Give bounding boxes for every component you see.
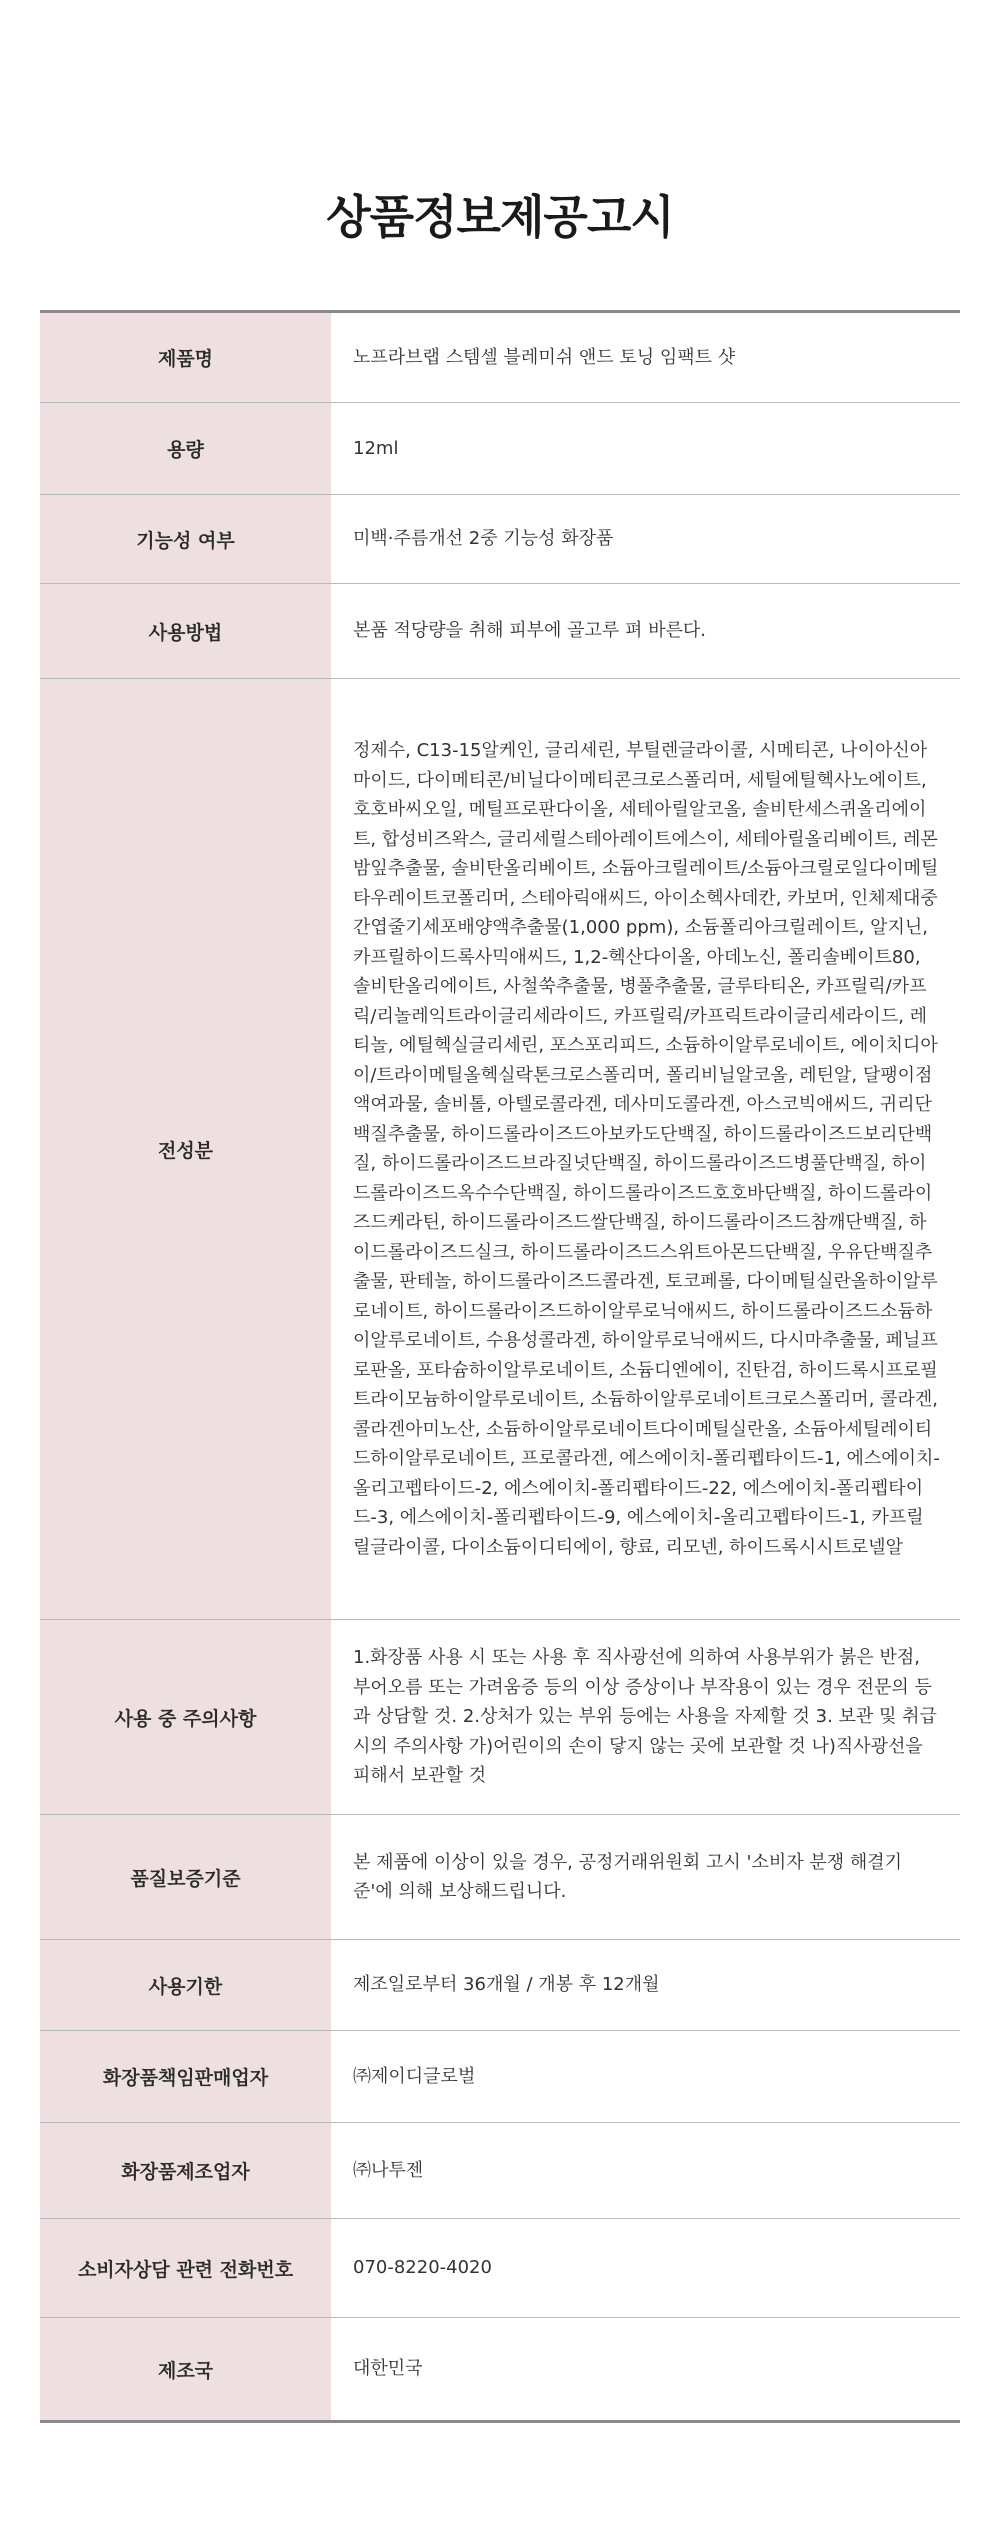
row-value: 제조일로부터 36개월 / 개봉 후 12개월	[353, 1974, 660, 1996]
row-ingredients	[40, 679, 960, 1620]
page-title: 상품정보제공고시	[326, 190, 674, 244]
row-label: 제조국	[40, 2318, 331, 2422]
row-country	[40, 2318, 960, 2422]
row-distributor	[40, 2031, 960, 2123]
row-functional	[40, 495, 960, 584]
row-value: 미백·주름개선 2중 기능성 화장품	[353, 528, 614, 550]
row-usage	[40, 584, 960, 679]
row-value: 12ml	[353, 437, 399, 459]
row-value: 정제수, C13-15알케인, 글리세린, 부틸렌글라이콜, 시메티콘, 나이아신아마이드, 다이메티콘/비닐다이메티콘크로스폴리머, 세틸에틸헥사노에이트, 호호바씨오일, 메틸프로판다이올, 세테아릴알코올, 솔비탄세스퀴올리에이트, 합성비즈왁스, 글리세릴스테아레이트에스이, 세테아릴올리베이트, 레몬밤잎추출물, 솔비탄올리베이트, 소듐아크릴레이트/소듐아크릴로일다이메틸타우레이트코폴리머, 스테아릭애씨드, 아이소헥사데칸, 카보머, 인체제대중간엽줄기세포배양액추출물(1,000 ppm), 소듐폴리아크릴레이트, 알지닌, 카프릴하이드록사믹애씨드, 1,2-헥산다이올, 아데노신, 폴리솔베이트80, 솔비탄올리에이트, 사철쑥추출물, 병풀추출물, 글루타티온, 카프릴릭/카프릭/리놀레익트라이글리세라이드, 카프릴릭/카프릭트라이글리세라이드, 레티놀, 에틸헥실글리세린, 포스포리피드, 소듐하이알루로네이트, 에이치디아이/트라이메틸올헥실락톤크로스폴리머, 폴리비닐알코올, 레틴알, 달팽이점액여과물, 솔비톨, 아텔로콜라겐, 데사미도콜라겐, 아스코빅애씨드, 귀리단백질추출물, 하이드롤라이즈드아보카도단백질, 하이드롤라이즈드보리단백질, 하이드롤라이즈드브라질넛단백질, 하이드롤라이즈드병풀단백질, 하이드롤라이즈드옥수수단백질, 하이드롤라이즈드호호바단백질, 하이드롤라이즈드케라틴, 하이드롤라이즈드쌀단백질, 하이드롤라이즈드참깨단백질, 하이드롤라이즈드실크, 하이드롤라이즈드스위트아몬드단백질, 우유단백질추출물, 판테놀, 하이드롤라이즈드콜라겐, 토코페롤, 다이메틸실란올하이알루로네이트, 하이드롤라이즈드하이알루로닉애씨드, 하이드롤라이즈드소듐하이알루로네이트, 수용성콜라겐, 하이알루로닉애씨드, 다시마추출물, 페닐프로판올, 포타슘하이알루로네이트, 소듐디엔에이, 진탄검, 하이드록시프로필트라이모늄하이알루로네이트, 소듐하이알루로네이트크로스폴리머, 콜라겐, 콜라겐아미노산, 소듐하이알루로네이트다이메틸실란올, 소듐아세틸레이티드하이알루로네이트, 프로콜라겐, 에스에이치-폴리펩타이드-1, 에스에이치-올리고펩타이드-2, 에스에이치-폴리펩타이드-22, 에스에이치-폴리펩타이드-3, 에스에이치-폴리펩타이드-9, 에스에이치-올리고펩타이드-1, 카프릴릴글라이콜, 다이소듐이디티에이, 향료, 리모넨, 하이드록시시트로넬알	[353, 740, 940, 1558]
row-precautions	[40, 1620, 960, 1815]
row-label: 기능성 여부	[40, 495, 331, 584]
row-volume	[40, 403, 960, 495]
row-expiry	[40, 1940, 960, 2031]
row-label: 화장품제조업자	[40, 2123, 331, 2219]
row-value: 본 제품에 이상이 있을 경우, 공정거래위원회 고시 '소비자 분쟁 해결기준'에 의해 보상해드립니다.	[353, 1851, 903, 1902]
row-label: 사용방법	[40, 584, 331, 679]
row-label: 사용 중 주의사항	[40, 1620, 331, 1815]
row-quality	[40, 1815, 960, 1940]
row-value: ㈜제이디글로벌	[353, 2065, 476, 2087]
row-label: 사용기한	[40, 1940, 331, 2031]
row-label: 제품명	[40, 312, 331, 403]
row-value: 070-8220-4020	[353, 2257, 492, 2279]
row-label: 용량	[40, 403, 331, 495]
row-phone	[40, 2219, 960, 2318]
row-value: 대한민국	[353, 2358, 423, 2380]
row-label: 소비자상담 관련 전화번호	[40, 2219, 331, 2318]
row-manufacturer	[40, 2123, 960, 2219]
product-info-table	[40, 310, 960, 2423]
row-label: 화장품책임판매업자	[40, 2031, 331, 2123]
row-value: 1.화장품 사용 시 또는 사용 후 직사광선에 의하여 사용부위가 붉은 반점, 부어오름 또는 가려움증 등의 이상 증상이나 부작용이 있는 경우 전문의 등과 상담할 것. 2.상처가 있는 부위 등에는 사용을 자제할 것 3. 보관 및 취급 시의 주의사항 가)어린이의 손이 닿지 않는 곳에 보관할 것 나)직사광선을 피해서 보관할 것	[353, 1647, 937, 1787]
row-value: 본품 적당량을 취해 피부에 골고루 펴 바른다.	[353, 620, 707, 642]
row-product-name	[40, 312, 960, 403]
row-value: 노프라브랩 스템셀 블레미쉬 앤드 토닝 임팩트 샷	[353, 346, 736, 368]
row-label: 전성분	[40, 679, 331, 1620]
row-value: ㈜나투젠	[353, 2159, 424, 2181]
row-label: 품질보증기준	[40, 1815, 331, 1940]
